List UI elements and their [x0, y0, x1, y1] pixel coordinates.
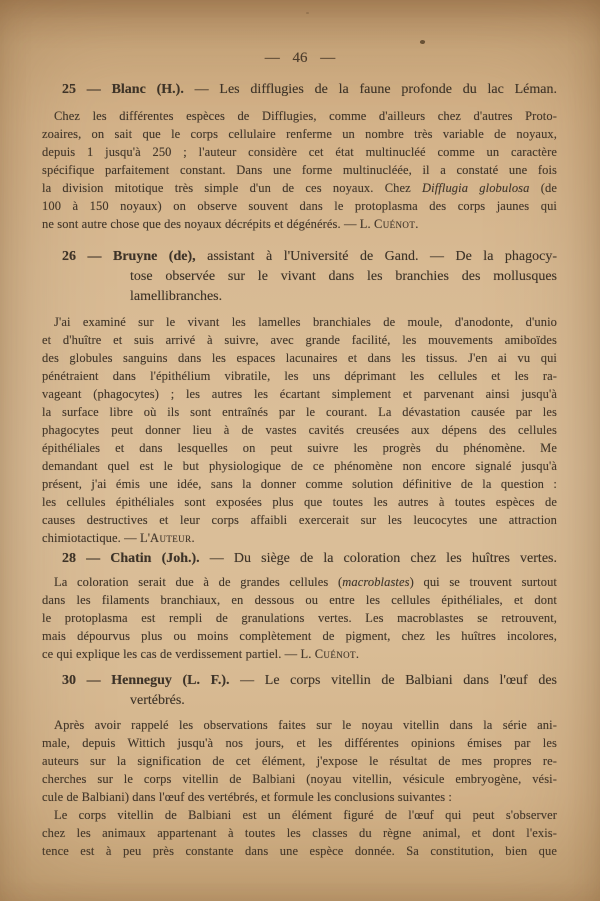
text-line: [42, 125, 557, 143]
entry-body: [42, 716, 557, 860]
text-segment: .: [355, 647, 360, 661]
text-line: [42, 143, 557, 161]
entry-body: [42, 107, 557, 233]
text-line: [42, 806, 557, 824]
text-segment: Chez les différentes espèces de Difflugies, comme d'ailleurs chez d'autres Proto-: [54, 109, 557, 123]
text-line: [42, 267, 557, 287]
ink-speck: [420, 39, 426, 44]
text-line: [42, 788, 557, 806]
text-line: [42, 197, 557, 215]
text-line: [42, 511, 557, 529]
text-segment: Le corps vitellin de Balbiani est un élément figuré de l'œuf qui peut s'observer: [54, 808, 557, 822]
entry-26: [42, 247, 557, 547]
text-segment: .: [415, 217, 419, 231]
text-line: [42, 734, 557, 752]
text-line: [42, 313, 557, 331]
text-segment: — Les difflugies de la faune profonde du lac Léman.: [194, 82, 558, 97]
entries: [42, 80, 557, 860]
text-segment: cherches sur le corps vitellin de Balbiani (noyau vitellin, vésicule embryogène, vési-: [42, 772, 557, 786]
author-name: Auteur: [150, 531, 192, 545]
text-line: [42, 752, 557, 770]
text-line: [42, 493, 557, 511]
text-segment: la division mitotique très simple d'un de ces noyaux. Chez: [42, 181, 423, 195]
author-name: Cuénot: [373, 217, 416, 231]
text-segment: La coloration serait due à de grandes cellules (: [54, 575, 343, 589]
text-line: [42, 331, 557, 349]
text-segment: male, depuis Wittich jusqu'à nos jours, et les différentes opinions émises par les: [42, 736, 557, 750]
entry-25: [42, 80, 557, 233]
text-line: [42, 529, 557, 547]
text-line: [42, 475, 557, 493]
text-segment: J'ai examiné sur le vivant les lamelles branchiales de moule, d'anodonte, d'unio: [54, 315, 557, 329]
text-line: [42, 349, 557, 367]
entry-heading: [42, 80, 557, 100]
text-segment: auteurs sur la signification de cet élément, j'expose le résultat de mes propres re-: [42, 754, 557, 768]
text-segment: ne sont autre chose que des noyaux décrépits et dégénérés. — L.: [42, 217, 374, 231]
text-segment: lamellibranches.: [130, 289, 223, 304]
text-line: [42, 403, 557, 421]
text-segment: ) qui se trouvent surtout: [409, 575, 557, 589]
text-segment: 30 — Henneguy (L. F.).: [62, 673, 241, 688]
text-line: [42, 573, 557, 591]
page-number: — 46 —: [264, 50, 336, 66]
text-line: [42, 247, 557, 267]
text-line: [42, 385, 557, 403]
text-segment: — Du siège de la coloration chez les huîtres vertes.: [209, 551, 557, 566]
text-segment: pénétraient dans l'épithélium vibratile, les uns déprimant les cellules et les ra-: [42, 369, 557, 383]
text-segment: présent, j'ai émis une idée, sans la donner comme solution définitive de la question :: [42, 477, 557, 491]
text-line: [42, 107, 557, 125]
text-segment: la surface libre où ils sont entraînés par le courant. La dévastation causée par les: [42, 405, 557, 419]
text-segment: épithéliales et dans lesquelles on peut suivre les progrès du phénomène. Me: [42, 441, 557, 455]
text-segment: tose observée sur le vivant dans les branchies des mollusques: [130, 269, 557, 284]
text-segment: chimiotactique. — L': [42, 531, 151, 545]
text-segment: 100 à 150 noyaux) on observe souvent dans le protoplasma des corps jaunes qui: [42, 199, 557, 213]
ink-speck: [306, 12, 309, 14]
text-segment: spécifique parfaitement constant. Dans une forme multinucléée, il a constaté une fois: [42, 163, 557, 177]
text-segment: phagocytes peut donner lieu à de vastes cavités creusées aux dépens des cellules: [42, 423, 557, 437]
text-segment: (de: [529, 181, 557, 195]
text-segment: 26 — Bruyne (de),: [62, 249, 208, 264]
entry-body: [42, 573, 557, 663]
text-line: [42, 439, 557, 457]
text-segment: et d'huître et suis arrivé à suivre, avec grande facilité, les mouvements amiboïdes: [42, 333, 557, 347]
text-segment: cule de Balbiani) dans l'œuf des vertébrés, et formule les conclusions suivantes :: [42, 790, 452, 804]
text-segment: tence est à peu près constante dans une espèce donnée. Sa constitution, bien que: [42, 844, 557, 858]
italic-term: Difflugia globulosa: [422, 181, 530, 195]
text-segment: .: [191, 531, 195, 545]
text-line: [42, 842, 557, 860]
text-segment: chez les animaux appartenant à toutes les classes du règne animal, et dont l'exis-: [42, 826, 557, 840]
text-segment: ce qui explique les cas de verdissement partiel. — L.: [42, 647, 315, 661]
text-line: [42, 770, 557, 788]
text-line: [42, 609, 557, 627]
text-line: [42, 549, 557, 569]
text-segment: depuis 1 jusqu'à 250 ; l'auteur considère cet état multinucléé comme un caractère: [42, 145, 557, 159]
text-segment: dans les filaments branchiaux, en dessous ou entre les cellules épithéliales, et dont: [42, 593, 557, 607]
text-segment: Après avoir rappelé les observations faites sur le noyau vitellin dans la série ani-: [54, 718, 557, 732]
text-segment: mais dépourvus plus ou moins complètement de pigment, chez les huîtres incolores,: [42, 629, 557, 643]
text-line: [42, 645, 557, 663]
entry-28: [42, 549, 557, 663]
entry-body: [42, 313, 557, 547]
text-line: [42, 457, 557, 475]
text-segment: le protoplasma est rempli de granulations vertes. Les macroblastes se retrouvent,: [42, 611, 557, 625]
entry-heading: [42, 549, 557, 569]
text-segment: 25 — Blanc (H.).: [62, 82, 195, 97]
text-line: [42, 80, 557, 100]
text-segment: assistant à l'Université de Gand. — De la phagocy-: [207, 249, 557, 264]
text-line: [42, 824, 557, 842]
text-line: [42, 591, 557, 609]
text-segment: des globules sanguins dans les espaces lacunaires et dans les tissus. J'en ai vu qui: [42, 351, 557, 365]
text-line: [42, 671, 557, 691]
text-segment: les cellules épithéliales sont exposées plus que toutes les autres à toutes espèces de: [42, 495, 557, 509]
text-segment: demandant quel est le but physiologique de ce phénomène non encore signalé jusqu'à: [42, 459, 557, 473]
author-name: Cuénot: [314, 647, 356, 661]
text-segment: — Le corps vitellin de Balbiani dans l'œuf des: [240, 673, 557, 688]
text-line: [42, 215, 557, 233]
text-line: [42, 421, 557, 439]
text-line: [42, 287, 557, 307]
text-segment: causes destructives et leur corps affaibli exercerait sur les leucocytes une attraction: [42, 513, 557, 527]
text-line: [42, 627, 557, 645]
entry-heading: [42, 247, 557, 307]
text-line: [42, 367, 557, 385]
italic-term: macroblastes: [342, 575, 410, 589]
entry-heading: [42, 671, 557, 711]
text-line: [42, 691, 557, 711]
text-segment: vertébrés.: [130, 693, 185, 708]
entry-30: [42, 671, 557, 860]
text-line: [42, 179, 557, 197]
text-line: [42, 716, 557, 734]
text-segment: 28 — Chatin (Joh.).: [62, 551, 210, 566]
text-line: [42, 161, 557, 179]
text-segment: zoaires, on sait que le corps cellulaire renferme un nombre très variable de noyaux,: [42, 127, 557, 141]
text-segment: vageant (phagocytes) ; les autres les écartant simplement et parvenant ainsi jusqu'à: [42, 387, 557, 401]
